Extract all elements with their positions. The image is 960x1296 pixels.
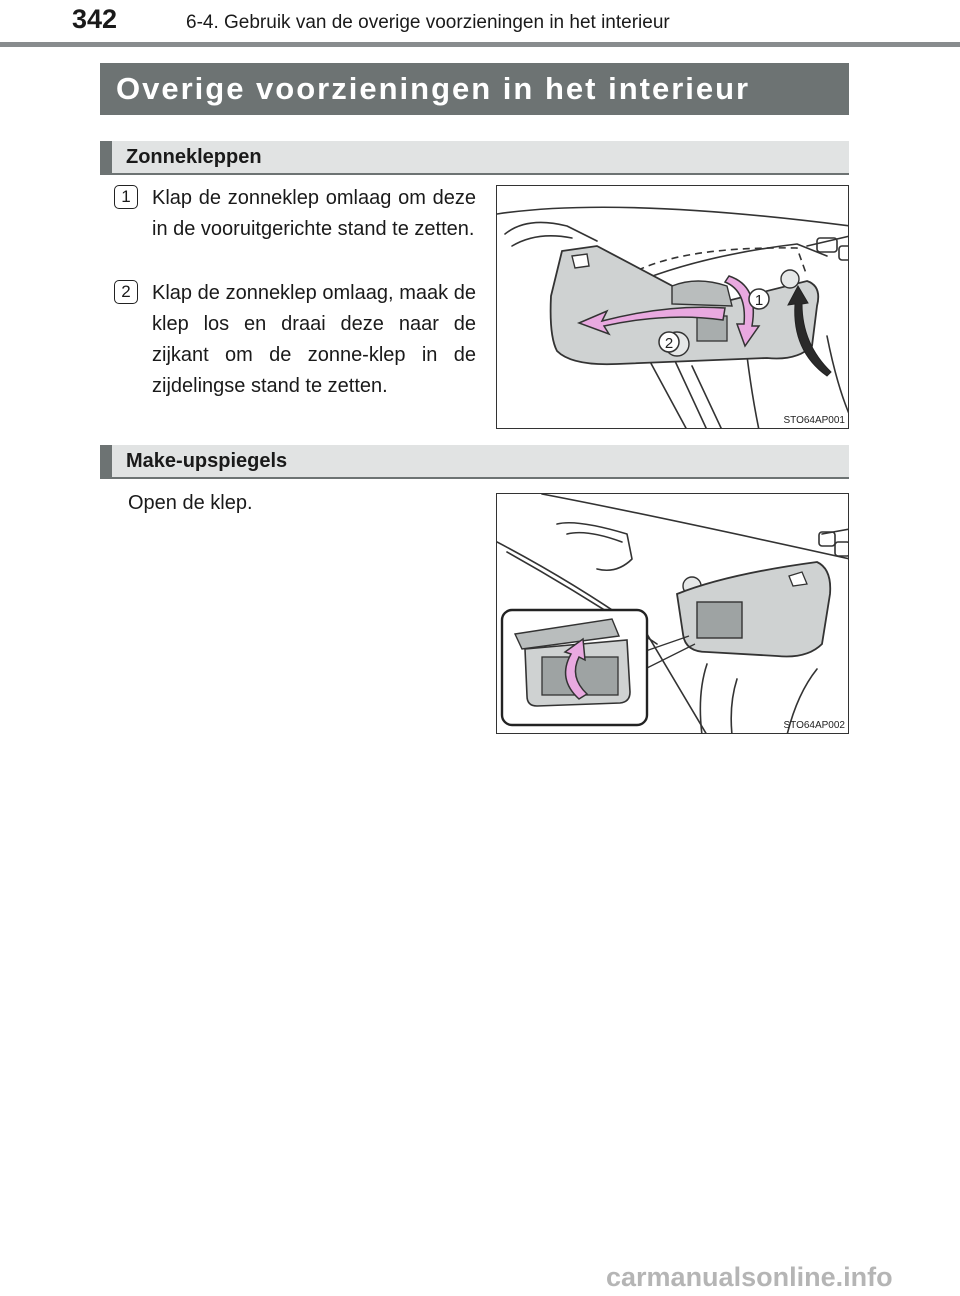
callout-2-label: 2 — [664, 335, 674, 352]
header-rule — [0, 42, 960, 47]
step-text-2: Klap de zonneklep omlaag, maak de klep los en draai deze naar de zijkant om de zonne-klep in de zijdelingse stand te zetten. — [152, 282, 476, 397]
chapter-title: Overige voorzieningen in het interieur — [100, 63, 849, 115]
figure-code-2: STO64AP002 — [783, 720, 845, 731]
watermark: carmanualsonline.info — [606, 1262, 893, 1292]
section-heading-vanity-mirrors: Make-upspiegels — [100, 445, 849, 479]
vanity-mirror-instruction: Open de klep. — [128, 492, 253, 514]
sun-visor-illustration — [497, 186, 849, 429]
sun-visor-figure — [496, 185, 849, 429]
section-heading-sun-visors: Zonnekleppen — [100, 141, 849, 175]
figure-code-1: STO64AP001 — [783, 415, 845, 426]
step-number-1: 1 — [114, 185, 138, 209]
vanity-mirror-figure — [496, 493, 849, 734]
section-reference: 6-4. Gebruik van de overige voorzieningen in het interieur — [186, 12, 670, 33]
step-2 — [114, 278, 476, 402]
vanity-mirror-illustration — [497, 494, 849, 734]
page-number: 342 — [72, 4, 118, 34]
callout-1-label: 1 — [754, 292, 764, 309]
step-1 — [114, 183, 476, 245]
step-text-1: Klap de zonneklep omlaag om deze in de vooruitgerichte stand te zetten. — [152, 187, 476, 240]
step-number-2: 2 — [114, 280, 138, 304]
